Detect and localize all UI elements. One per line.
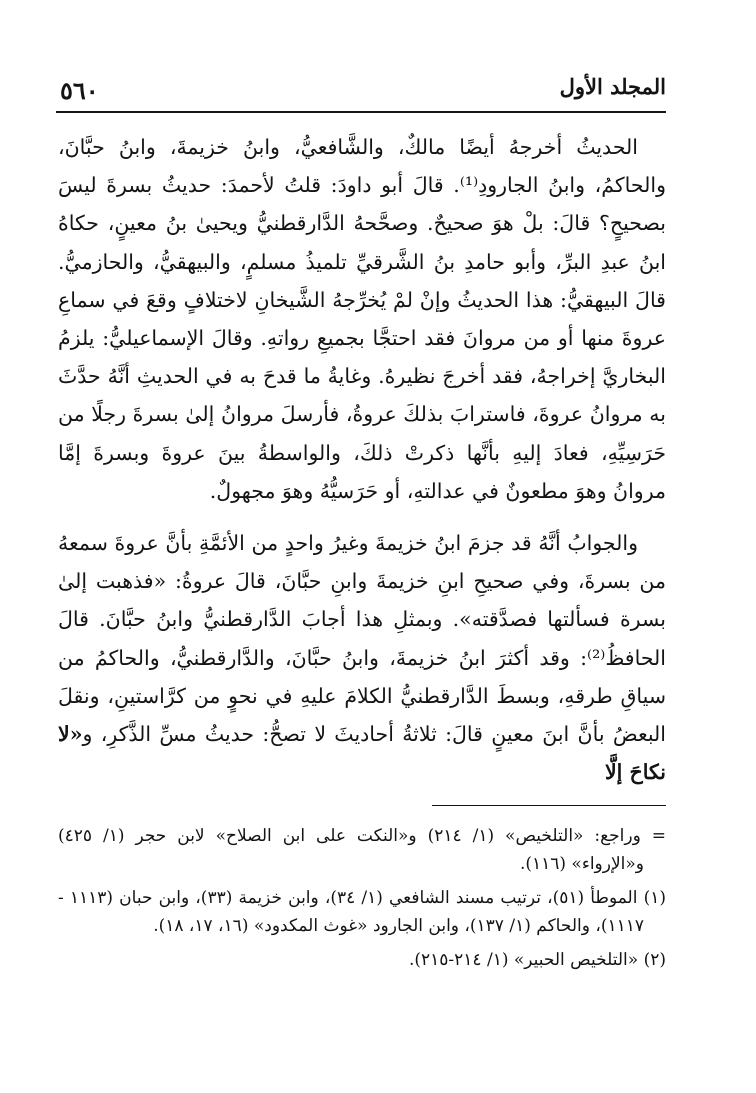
page-header	[56, 72, 666, 108]
paragraph-2	[58, 524, 666, 791]
page-number: ٥٦٠	[60, 76, 99, 105]
paragraph-1: الحديثُ أخرجهُ أيضًا مالكٌ، والشَّافعيُّ، وابنُ خزيمةَ، وابنُ حبَّانَ، والحاكمُ، وابنُ الجارودِ⁽¹⁾. قالَ أبو داودَ: قلتُ لأحمدَ: حديثُ بسرةَ ليسَ بصحيحٍ؟ قالَ: بلْ هوَ صحيحٌ. وصحَّحهُ الدَّارقطنيُّ ويحيىٰ بنُ معينٍ، حكاهُ ابنُ عبدِ البرِّ، وأبو حامدِ بنُ الشَّرقيِّ تلميذُ مسلمٍ، والبيهقيُّ، والحازميُّ. قالَ البيهقيُّ: هذا الحديثُ وإنْ لمْ يُخرِّجهُ الشَّيخانِ لاختلافٍ وقعَ في سماعِ عروةَ منها أو من مروانَ فقد احتجَّا بجميعِ رواتهِ. وقالَ الإسماعيليُّ: يلزمُ البخاريَّ إخراجهُ، فقد أخرجَ نظيرهُ. وغايةُ ما قدحَ به في الحديثِ أنَّهُ حدَّثَ به مروانُ عروةَ، فاسترابَ بذلكَ عروةُ، فأرسلَ مروانُ إلىٰ بسرةَ رجلًا من حَرَسِيِّهِ، فعادَ إليهِ بأنَّها ذكرتْ ذلكَ، والواسطةُ بينَ عروةَ وبسرةَ إمَّا مروانُ وهوَ مطعونٌ في عدالتهِ، أو حَرَسيُّهُ وهوَ مجهولٌ.	[58, 135, 666, 503]
header-divider	[56, 111, 666, 113]
footnote-2: (٢) «التلخيص الحبير» (١/ ٢١٤-٢١٥).	[408, 950, 666, 970]
volume-title: المجلد الأول	[559, 74, 666, 99]
paragraph-2-text: والجوابُ أنَّهُ قد جزمَ ابنُ خزيمةَ وغيرُ واحدٍ من الأئمَّةِ بأنَّ عروةَ سمعهُ من بسرةَ، وفي صحيحِ ابنِ خزيمةَ وابنِ حبَّانَ، قالَ عروةُ: «فذهبت إلىٰ بسرة فسألتها فصدَّقته». وبمثلِ هذا أجابَ الدَّارقطنيُّ وابنُ حبَّانَ. قالَ الحافظُ⁽²⁾: وقد أكثرَ ابنُ خزيمةَ، وابنُ حبَّانَ، والدَّارقطنيُّ، والحاكمُ من سياقِ طرقهِ، وبسطَ الدَّارقطنيُّ الكلامَ عليهِ في نحوٍ من كرَّاستينِ، ونقلَ البعضُ بأنَّ ابنَ معينٍ قالَ: ثلاثةُ أحاديثَ لا تصحُّ: حديثُ مسِّ الذَّكرِ، و	[58, 531, 666, 747]
footnote-divider	[432, 805, 666, 806]
footnote-1: (١) الموطأ (٥١)، ترتيب مسند الشافعي (١/ ٣٤)، وابن خزيمة (٣٣)، وابن حبان (١١١٣ - ١١١٧)، والحاكم (١/ ١٣٧)، وابن الجارود «غوث المكدود» (١٦، ١٧، ١٨).	[58, 888, 666, 936]
footnotes	[58, 822, 666, 980]
footnote-continuation: = وراجع: «التلخيص» (١/ ٢١٤) و«النكت على ابن الصلاح» لابن حجر (١/ ٤٢٥) و«الإرواء» (١١٦).	[58, 826, 667, 874]
main-text	[58, 128, 666, 791]
paragraph-2-bold-quote: «لا نكاحَ إلَّا	[58, 722, 666, 785]
